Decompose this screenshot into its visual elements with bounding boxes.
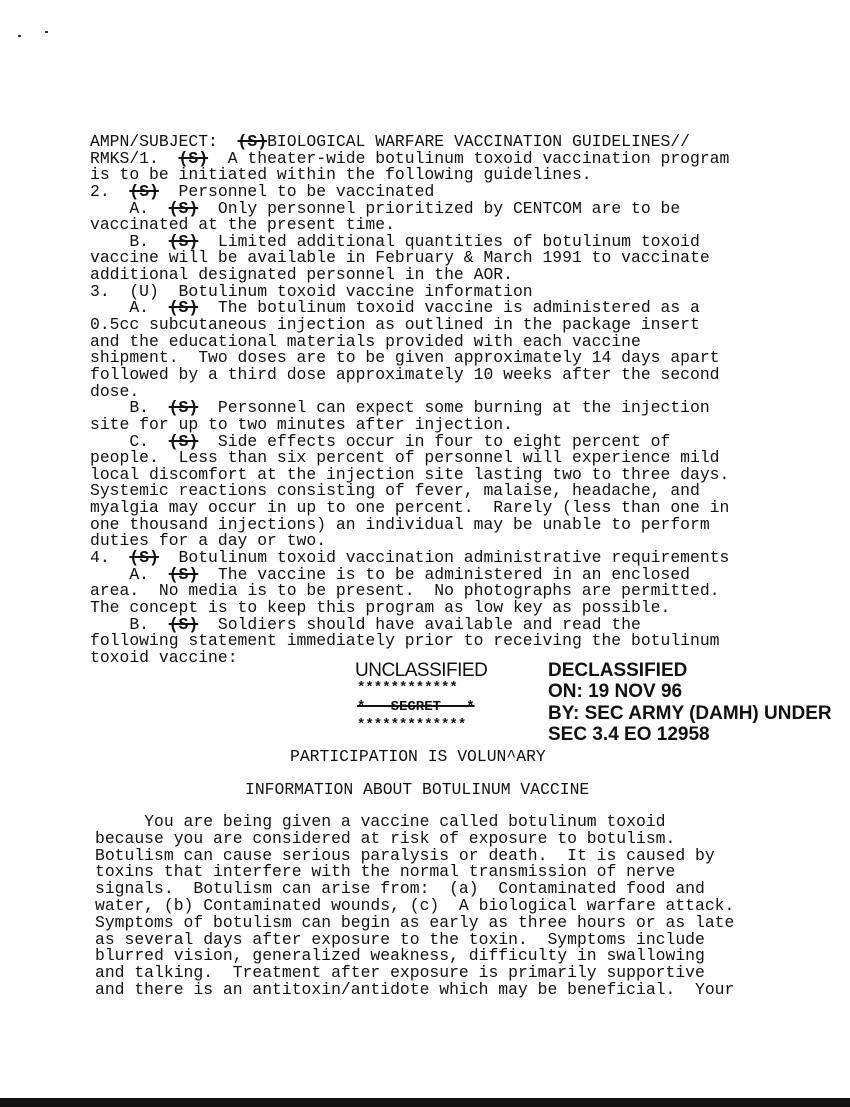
stamp-stars-top: ************ — [357, 680, 458, 696]
vaccine-info-body — [95, 814, 734, 999]
line-text: following statement immediately prior to receiving the botulinum — [90, 631, 720, 651]
line-text: BIOLOGICAL WARFARE VACCINATION GUIDELINES// — [267, 132, 691, 151]
line-text: Limited additional quantities of botulinum toxoid — [198, 231, 700, 251]
line-text: Only personnel prioritized by CENTCOM are to be — [198, 198, 681, 218]
scan-speck — [45, 31, 48, 33]
body-line: blurred vision, generalized weakness, difficulty in swallowing — [95, 946, 705, 966]
body-line: because you are considered at risk of exposure to botulism. — [95, 828, 676, 848]
line-prefix: A. — [90, 298, 169, 318]
line-text: 0.5cc subcutaneous injection as outlined in the package insert — [90, 315, 700, 335]
line-text: Soldiers should have available and read the — [198, 614, 641, 634]
classification-mark: (S) — [168, 398, 199, 418]
classification-mark: (S) — [129, 181, 159, 201]
line-text: Systemic reactions consisting of fever, malaise, headache, and — [90, 481, 700, 501]
line-text: people. Less than six percent of personnel will experience mild — [90, 448, 720, 468]
line-text: shipment. Two doses are to be given approximately 14 days apart — [90, 348, 720, 368]
declassified-date: ON: 19 NOV 96 — [548, 681, 683, 703]
line-text: duties for a day or two. — [90, 531, 327, 551]
line-prefix: AMPN/SUBJECT: — [90, 132, 238, 151]
declassified-reference: SEC 3.4 EO 12958 — [548, 723, 710, 745]
body-line: Botulism can cause serious paralysis or death. It is caused by — [95, 845, 715, 865]
classification-mark: (S) — [168, 431, 199, 451]
scan-speck — [18, 35, 21, 37]
secret-label: * --SECRET-- * — [357, 699, 475, 715]
body-line: toxins that interfere with the normal transmission of nerve — [95, 862, 676, 882]
message-text — [90, 134, 729, 667]
body-line: water, (b) Contaminated wounds, (c) A biological warfare attack. — [95, 895, 735, 915]
line-text: vaccine will be available in February & March 1991 to vaccinate — [90, 248, 710, 268]
line-text: followed by a third dose approximately 10 weeks after the second — [90, 364, 720, 384]
participation-heading: PARTICIPATION IS VOLUN^ARY — [290, 747, 546, 766]
line-prefix: RMKS/1. — [90, 148, 179, 168]
line-text: is to be initiated within the following guidelines. — [90, 165, 592, 185]
classification-mark: (S) — [168, 298, 199, 318]
line-text: and the educational materials provided with each vaccine — [90, 331, 641, 351]
classification-mark: (S) — [168, 614, 199, 634]
body-line: and talking. Treatment after exposure is primarily supportive — [95, 963, 705, 983]
line-text: myalgia may occur in up to one percent. Rarely (less than one in — [90, 498, 730, 518]
classification-mark: (S) — [168, 231, 199, 251]
line-text: area. No media is to be present. No photographs are permitted. — [90, 581, 720, 601]
classification-mark: (S) — [237, 132, 268, 151]
line-text: toxoid vaccine: — [90, 647, 238, 667]
line-text: A theater-wide botulinum toxoid vaccination program — [208, 148, 730, 168]
body-line: Symptoms of botulism can begin as early as three hours or as late — [95, 912, 735, 932]
line-text: vaccinated at the present time. — [90, 215, 395, 235]
line-text: The botulinum toxoid vaccine is administered as a — [198, 298, 700, 318]
secret-marking — [357, 699, 475, 715]
line-text: dose. — [90, 381, 140, 401]
body-line: You are being given a vaccine called botulinum toxoid — [95, 812, 666, 831]
line-text: local discomfort at the injection site lasting two to three days. — [90, 464, 730, 484]
declassified-stamp — [548, 660, 832, 745]
line-text: Personnel to be vaccinated — [158, 181, 435, 201]
scan-bottom-edge — [0, 1098, 850, 1107]
line-prefix: A. — [90, 564, 169, 584]
body-line: signals. Botulism can arise from: (a) Contaminated food and — [95, 879, 705, 899]
classification-mark: (S) — [178, 148, 209, 168]
line-text: additional designated personnel in the AOR. — [90, 265, 513, 285]
line-text: The concept is to keep this program as low key as possible. — [90, 597, 671, 617]
line-prefix: B. — [90, 398, 169, 418]
line-text: Personnel can expect some burning at the injection — [198, 398, 710, 418]
declassified-authority: BY: SEC ARMY (DAMH) UNDER — [548, 702, 832, 724]
line-prefix: B. — [90, 614, 169, 634]
declassified-line: DECLASSIFIED — [548, 660, 688, 681]
line-text: Botulinum toxoid vaccination administrative requirements — [158, 548, 730, 568]
classification-mark: (S) — [168, 564, 199, 584]
line-text: The vaccine is to be administered in an enclosed — [198, 564, 691, 584]
line-text: one thousand injections) an individual may be unable to perform — [90, 514, 710, 534]
line-text: Side effects occur in four to eight percent of — [198, 431, 671, 451]
line-prefix: C. — [90, 431, 169, 451]
document-line — [90, 364, 729, 384]
body-line: and there is an antitoxin/antidote which may be beneficial. Your — [95, 979, 735, 999]
line-text: 3. (U) Botulinum toxoid vaccine information — [90, 281, 533, 301]
line-text: site for up to two minutes after injection. — [90, 414, 513, 434]
info-heading: INFORMATION ABOUT BOTULINUM VACCINE — [245, 780, 590, 799]
stamp-stars-bottom: ************* — [357, 717, 467, 733]
line-prefix: A. — [90, 198, 169, 218]
classification-mark: (S) — [129, 548, 159, 568]
unclassified-stamp: UNCLASSIFIED — [355, 660, 488, 681]
line-prefix: 2. — [90, 181, 130, 201]
classification-mark: (S) — [168, 198, 199, 218]
line-prefix: B. — [90, 231, 169, 251]
line-prefix: 4. — [90, 548, 130, 568]
body-line: as several days after exposure to the toxin. Symptoms include — [95, 929, 705, 949]
